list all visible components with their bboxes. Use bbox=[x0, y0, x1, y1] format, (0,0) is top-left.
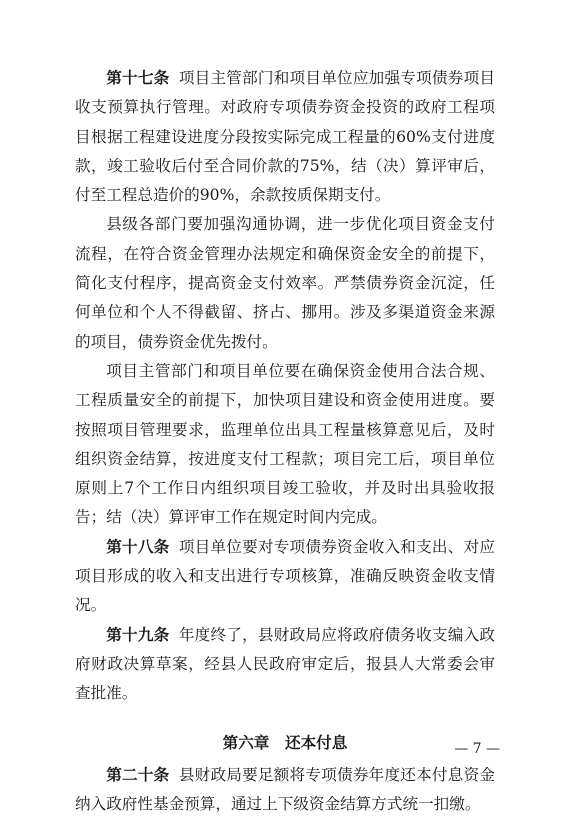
article-heading: 第十八条 bbox=[106, 537, 170, 556]
paragraph-text: 项目单位要对专项债券资金收入和支出、对应项目形成的收入和支出进行专项核算，准确反映资金收支情况。 bbox=[75, 537, 495, 615]
article-heading: 第十七条 bbox=[106, 69, 170, 87]
paragraph-article-17 bbox=[75, 64, 495, 210]
paragraph-coordination bbox=[75, 210, 495, 356]
article-heading: 第二十条 bbox=[106, 765, 170, 784]
paragraph-text: 县级各部门要加强沟通协调，进一步优化项目资金支付流程，在符合资金管理办法规定和确保资金安全的前提下，简化支付程序，提高资金支付效率。严禁债券资金沉淀，任何单位和个人不得截留、挤占、挪用。涉及多渠道资金来源的项目，债券资金优先拨付。 bbox=[75, 215, 495, 351]
paragraph-article-18 bbox=[75, 533, 495, 621]
chapter-heading: 第六章 还本付息 bbox=[222, 733, 348, 752]
paragraph-text: 年度终了，县财政局应将政府债务收支编入政府财政决算草案，经县人民政府审定后，报县人大常委会审查批准。 bbox=[75, 625, 495, 703]
body-text bbox=[75, 64, 495, 819]
paragraph-text: 项目主管部门和项目单位应加强专项债券项目收支预算执行管理。对政府专项债券资金投资的政府工程项目根据工程建设进度分段按实际完成工程量的60%支付进度款，竣工验收后付至合同价款的75%，结（决）算评审后，付至工程总造价的90%，余款按质保期支付。 bbox=[75, 69, 495, 205]
paragraph-text: 项目主管部门和项目单位要在确保资金使用合法合规、工程质量安全的前提下，加快项目建设和资金使用进度。要按照项目管理要求，监理单位出具工程量核算意见后，及时组织资金结算，按进度支付工程款；项目完工后，项目单位原则上7个工作日内组织项目竣工验收，并及时出具验收报告；结（决）算评审工作在规定时间内完成。 bbox=[75, 361, 495, 527]
page-number: — 7 — bbox=[454, 741, 500, 757]
paragraph-text: 县财政局要足额将专项债券年度还本付息资金纳入政府性基金预算，通过上下级资金结算方式统一扣缴。 bbox=[75, 765, 495, 813]
paragraph-article-19 bbox=[75, 621, 495, 709]
paragraph-progress bbox=[75, 357, 495, 533]
paragraph-article-20 bbox=[75, 761, 495, 819]
article-heading: 第十九条 bbox=[106, 625, 170, 644]
